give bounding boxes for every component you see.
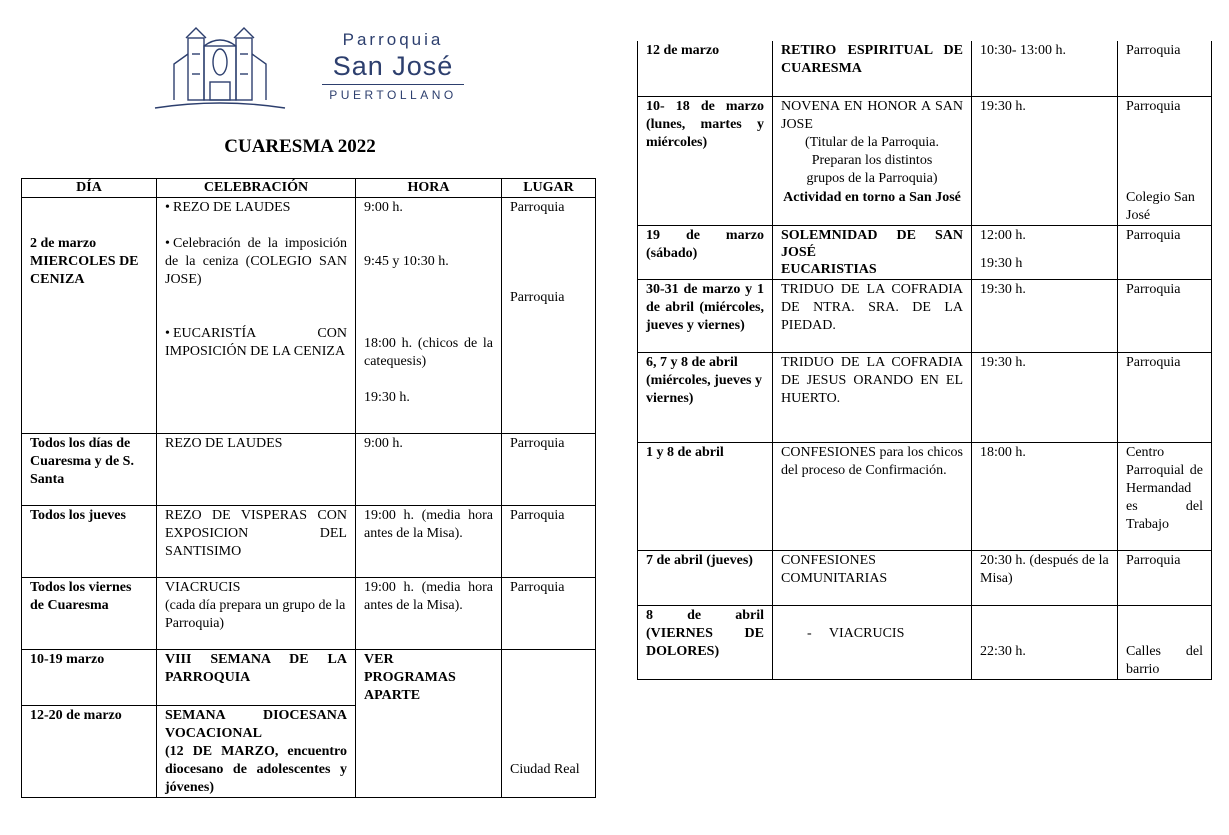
schedule-table-left: [21, 178, 596, 798]
cell-hora: 19:30 h.: [972, 352, 1118, 442]
parish-logo: [150, 24, 470, 114]
cell-lugar: [502, 705, 596, 797]
cell-hora: 19:30 h.: [972, 96, 1118, 188]
cell-dia: 10- 18 de marzo (lunes, martes y miércoles): [638, 96, 773, 188]
table-row: [638, 352, 1212, 442]
time-value: 9:45 y 10:30 h.: [364, 254, 449, 269]
celebration-title: - VIACRUCIS: [807, 625, 905, 641]
cell-celebracion: [773, 605, 972, 679]
time-value: 12:00 h.: [980, 227, 1026, 243]
place-value: Calles del barrio: [1126, 643, 1203, 677]
cell-dia: 12-20 de marzo: [22, 705, 157, 797]
cell-hora: [356, 705, 502, 797]
place-value: Parroquia: [510, 200, 565, 215]
time-value: 19:30 h.: [364, 390, 410, 405]
celebration-note: (12 DE MARZO, encuentro diocesano de adolescentes y jóvenes): [165, 743, 347, 795]
cell-celebracion: REZO DE LAUDES: [157, 434, 356, 506]
cell-dia: 6, 7 y 8 de abril (miércoles, jueves y viernes): [638, 352, 773, 442]
cell-dia: Todos los viernes de Cuaresma: [22, 578, 157, 650]
header-dia: DÍA: [22, 179, 157, 198]
cell-celebracion: [773, 96, 972, 188]
cell-dia: [638, 188, 773, 226]
table-row: [22, 506, 596, 578]
cell-lugar: Parroquia: [502, 506, 596, 578]
cell-dia: 19 de marzo (sábado): [638, 225, 773, 279]
cell-dia: Todos los días de Cuaresma y de S. Santa: [22, 434, 157, 506]
list-item: • EUCARISTÍA CON IMPOSICIÓN DE LA CENIZA: [165, 326, 347, 359]
church-facade-icon: [150, 24, 290, 114]
cell-dia: 1 y 8 de abril: [638, 442, 773, 550]
cell-dia: [22, 198, 157, 434]
time-value: 9:00 h.: [364, 200, 403, 215]
cell-dia: 7 de abril (jueves): [638, 550, 773, 605]
cell-hora: 18:00 h.: [972, 442, 1118, 550]
cell-lugar: [502, 198, 596, 434]
table-row: [638, 225, 1212, 279]
cell-celebracion: [157, 705, 356, 797]
cell-lugar: Colegio San José: [1118, 188, 1212, 226]
table-row: [638, 96, 1212, 188]
cell-hora: 19:30 h.: [972, 279, 1118, 352]
logo-wordmark: [322, 30, 464, 103]
cell-lugar: Parroquia: [1118, 41, 1212, 96]
table-row: [638, 442, 1212, 550]
table-row: [638, 41, 1212, 96]
celebration-title: SEMANA DIOCESANA VOCACIONAL: [165, 707, 347, 741]
table-row: [22, 650, 596, 706]
time-value: 19:30 h: [980, 255, 1023, 271]
cell-lugar: Parroquia: [1118, 550, 1212, 605]
table-row: [638, 550, 1212, 605]
table-row: [638, 188, 1212, 226]
cell-dia: Todos los jueves: [22, 506, 157, 578]
celebration-title: SOLEMNIDAD DE SAN JOSÉ: [781, 227, 963, 260]
cell-lugar: Centro Parroquial de Hermandad es del Trabajo: [1118, 442, 1212, 550]
cell-celebracion: CONFESIONES para los chicos del proceso de Confirmación.: [773, 442, 972, 550]
schedule-table-right: [637, 41, 1212, 680]
table-row: [22, 578, 596, 650]
cell-celebracion: TRIDUO DE LA COFRADIA DE JESUS ORANDO EN EL HUERTO.: [773, 352, 972, 442]
cell-lugar: Parroquia: [1118, 279, 1212, 352]
cell-dia: 8 de abril (VIERNES DE DOLORES): [638, 605, 773, 679]
cell-celebracion: VIII SEMANA DE LA PARROQUIA: [157, 650, 356, 706]
cell-hora: 19:00 h. (media hora antes de la Misa).: [356, 578, 502, 650]
cell-celebracion: RETIRO ESPIRITUAL DE CUARESMA: [773, 41, 972, 96]
cell-dia: 10-19 marzo: [22, 650, 157, 706]
celebration-note: EUCARISTIAS: [781, 261, 877, 277]
day-date: 2 de marzo: [30, 236, 97, 251]
cell-celebracion: [157, 198, 356, 434]
cell-hora: [356, 198, 502, 434]
header-lugar: LUGAR: [502, 179, 596, 198]
cell-hora: 9:00 h.: [356, 434, 502, 506]
cell-celebracion: REZO DE VISPERAS CON EXPOSICION DEL SANTISIMO: [157, 506, 356, 578]
celebration-note: (Titular de la Parroquia. Preparan los distintos grupos de la Parroquia): [804, 134, 939, 186]
table-row: [22, 198, 596, 434]
table-row: [22, 434, 596, 506]
celebration-title: NOVENA EN HONOR A SAN JOSE: [781, 98, 963, 132]
logo-line-san-jose: San José: [332, 51, 454, 81]
cell-celebracion: [773, 225, 972, 279]
cell-celebracion: Actividad en torno a San José: [773, 188, 972, 226]
cell-hora: 20:30 h. (después de la Misa): [972, 550, 1118, 605]
table-row: [22, 705, 596, 797]
cell-dia: 30-31 de marzo y 1 de abril (miércoles, jueves y viernes): [638, 279, 773, 352]
logo-line-parroquia: Parroquia: [342, 30, 444, 49]
cell-lugar: Parroquia: [502, 578, 596, 650]
cell-hora: [972, 188, 1118, 226]
place-value: Ciudad Real: [510, 761, 580, 777]
cell-hora: VER PROGRAMAS APARTE: [356, 650, 502, 706]
table-header-row: [22, 179, 596, 198]
cell-lugar: [1118, 605, 1212, 679]
celebration-note: (cada día prepara un grupo de la Parroquia): [165, 598, 346, 631]
place-value: Parroquia: [510, 290, 565, 305]
cell-dia: 12 de marzo: [638, 41, 773, 96]
celebration-title: VIACRUCIS: [165, 580, 241, 595]
header-hora: HORA: [356, 179, 502, 198]
cell-hora: 10:30- 13:00 h.: [972, 41, 1118, 96]
cell-hora: [972, 605, 1118, 679]
cell-celebracion: TRIDUO DE LA COFRADIA DE NTRA. SRA. DE LA PIEDAD.: [773, 279, 972, 352]
list-item: • Celebración de la imposición de la ceniza (COLEGIO SAN JOSE): [165, 236, 347, 287]
time-value: 18:00 h. (chicos de la catequesis): [364, 336, 493, 369]
list-item: • REZO DE LAUDES: [165, 200, 291, 215]
cell-lugar: Parroquia: [1118, 352, 1212, 442]
table-row: [638, 605, 1212, 679]
header-celebracion: CELEBRACIÓN: [157, 179, 356, 198]
cell-celebracion: CONFESIONES COMUNITARIAS: [773, 550, 972, 605]
cell-lugar: [502, 650, 596, 706]
cell-lugar: Parroquia: [1118, 225, 1212, 279]
table-row: [638, 279, 1212, 352]
day-name: MIERCOLES DE CENIZA: [30, 254, 139, 287]
cell-hora: [972, 225, 1118, 279]
cell-lugar: Parroquia: [1118, 96, 1212, 188]
page-title: CUARESMA 2022: [224, 136, 376, 157]
logo-line-puertollano: PUERTOLLANO: [322, 84, 464, 103]
cell-lugar: Parroquia: [502, 434, 596, 506]
cell-celebracion: [157, 578, 356, 650]
cell-hora: 19:00 h. (media hora antes de la Misa).: [356, 506, 502, 578]
time-value: 22:30 h.: [980, 643, 1026, 659]
